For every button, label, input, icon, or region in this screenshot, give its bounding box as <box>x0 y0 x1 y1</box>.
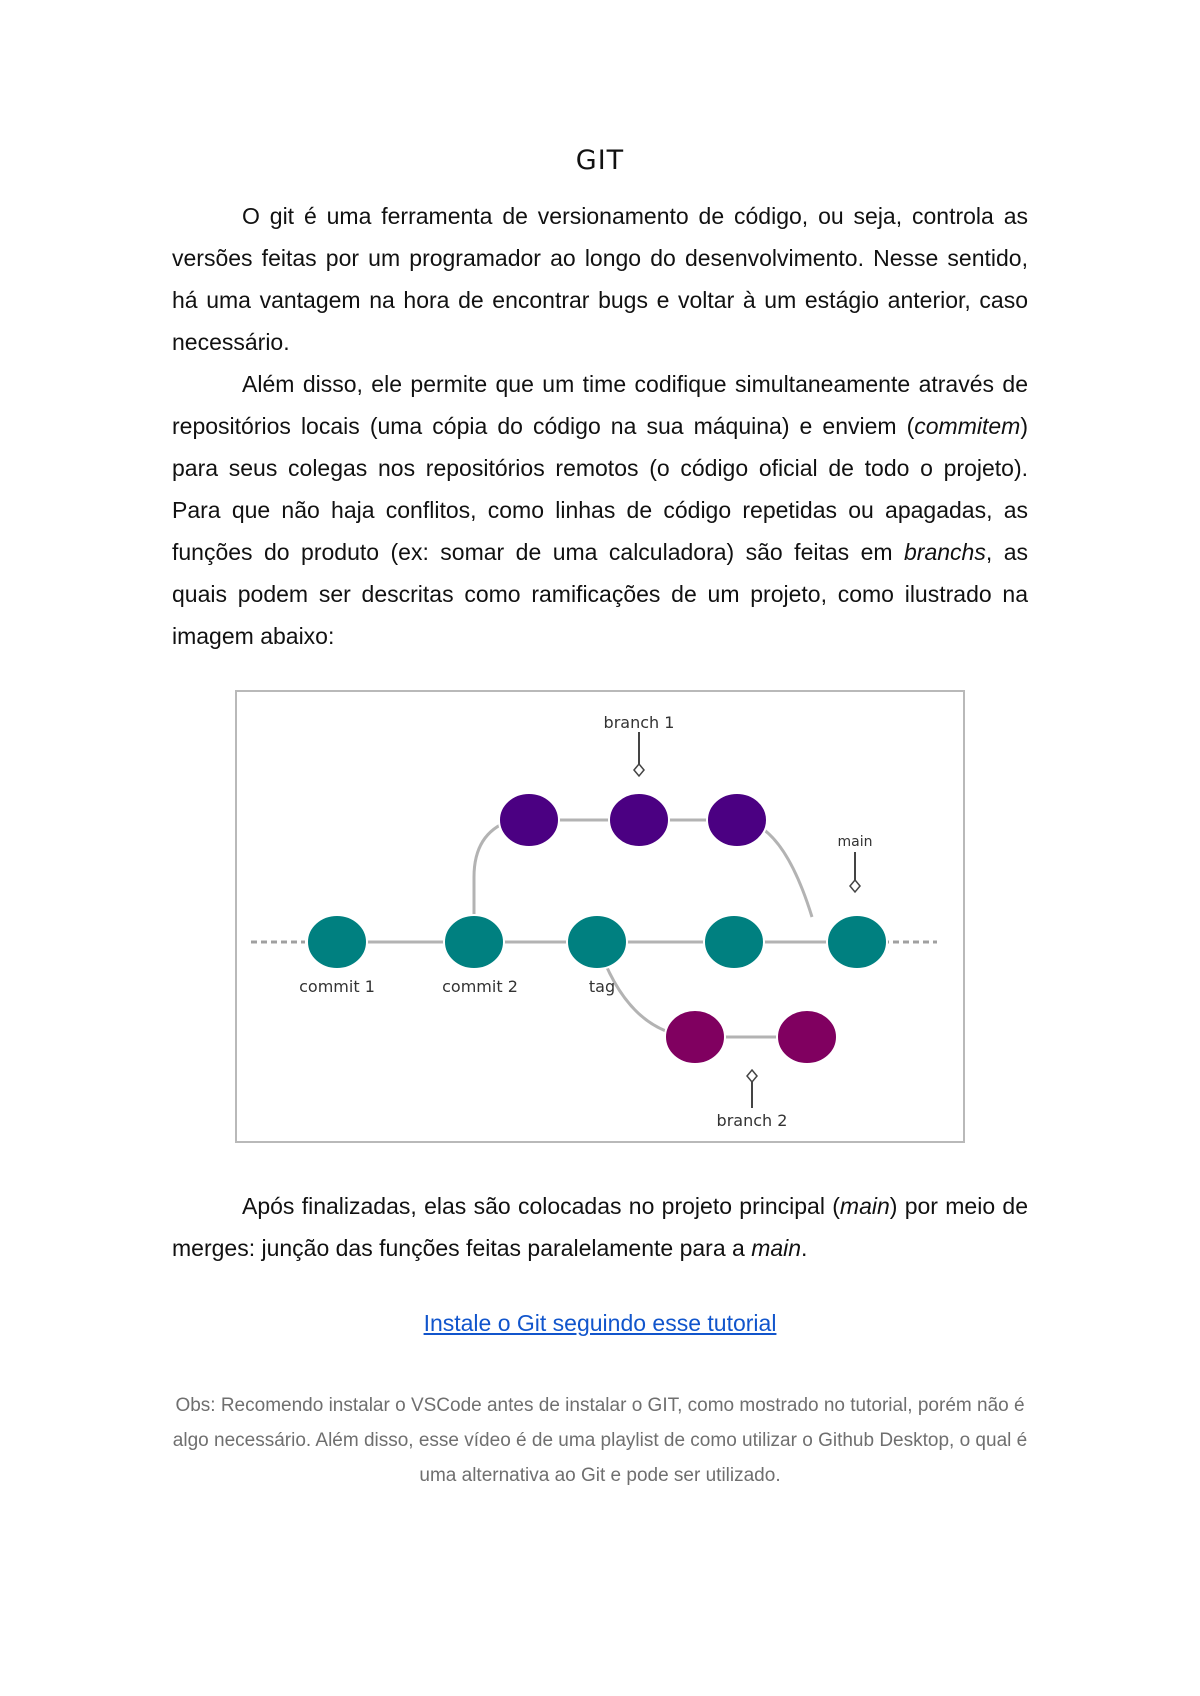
branch1-commit-node <box>609 793 669 847</box>
note-text: Obs: Recomendo instalar o VSCode antes de instalar o GIT, como mostrado no tutorial, porém não é algo necessário. Além disso, esse vídeo é de uma playlist de como utilizar o Github Desktop, o qual é uma alternativa ao Git e pode ser utilizado. <box>172 1395 1028 1486</box>
paragraph-merges <box>172 1185 1028 1269</box>
branch2-commit-node <box>777 1010 837 1064</box>
paragraph-branches-text-2: ) para seus colegas nos repositórios remotos (o código oficial de todo o projeto). Para que não haja conflitos, como linhas de código repetidas ou apagadas, as funções do produto (ex: somar de uma calculadora) são feitas em <box>172 413 1028 565</box>
paragraph-intro-text: O git é uma ferramenta de versionamento de código, ou seja, controla as versões feitas por um programador ao longo do desenvolvimento. Nesse sentido, há uma vantagem na hora de encontrar bugs e voltar à um estágio anterior, caso necessário. <box>172 203 1028 355</box>
term-branchs: branchs <box>904 539 986 565</box>
paragraph-merges-text-3: . <box>801 1235 808 1261</box>
label-commit1: commit 1 <box>299 977 375 996</box>
label-main: main <box>837 834 873 850</box>
main-commit-node <box>567 915 627 969</box>
label-tag: tag <box>588 977 616 996</box>
label-branch2: branch 2 <box>716 1111 788 1130</box>
branch1-pointer-diamond <box>634 764 644 776</box>
git-branch-diagram <box>235 690 965 1143</box>
main-commit-node <box>704 915 764 969</box>
label-commit2: commit 2 <box>442 977 518 996</box>
branch2-pointer-diamond <box>747 1070 757 1082</box>
branch2-commit-node <box>665 1010 725 1064</box>
paragraph-branches-text-1: Além disso, ele permite que um time codifique simultaneamente através de repositórios locais (uma cópia do código na sua máquina) e enviem ( <box>172 371 1028 439</box>
paragraph-merges-text-2: ) por meio de merges: junção das funções feitas paralelamente para a <box>172 1193 1028 1261</box>
term-commitem: commitem <box>914 413 1021 439</box>
main-commit-node <box>827 915 887 969</box>
branch1-commit-node <box>707 793 767 847</box>
label-branch1: branch 1 <box>603 713 675 732</box>
page-title: GIT <box>575 145 625 176</box>
paragraph-intro <box>172 195 1028 363</box>
term-main: main <box>839 1193 890 1219</box>
main-commit-node <box>307 915 367 969</box>
branch1-commit-node <box>499 793 559 847</box>
git-branch-diagram-svg <box>237 692 963 1141</box>
tutorial-link[interactable]: Instale o Git seguindo esse tutorial <box>423 1310 777 1336</box>
term-main: main <box>751 1235 802 1261</box>
paragraph-branches <box>172 363 1028 657</box>
main-pointer-diamond <box>850 880 860 892</box>
paragraph-branches-text-3: , as quais podem ser descritas como ramificações de um projeto, como ilustrado na imagem abaixo: <box>172 539 1028 649</box>
paragraph-merges-text-1: Após finalizadas, elas são colocadas no projeto principal ( <box>242 1193 840 1219</box>
main-commit-node <box>444 915 504 969</box>
